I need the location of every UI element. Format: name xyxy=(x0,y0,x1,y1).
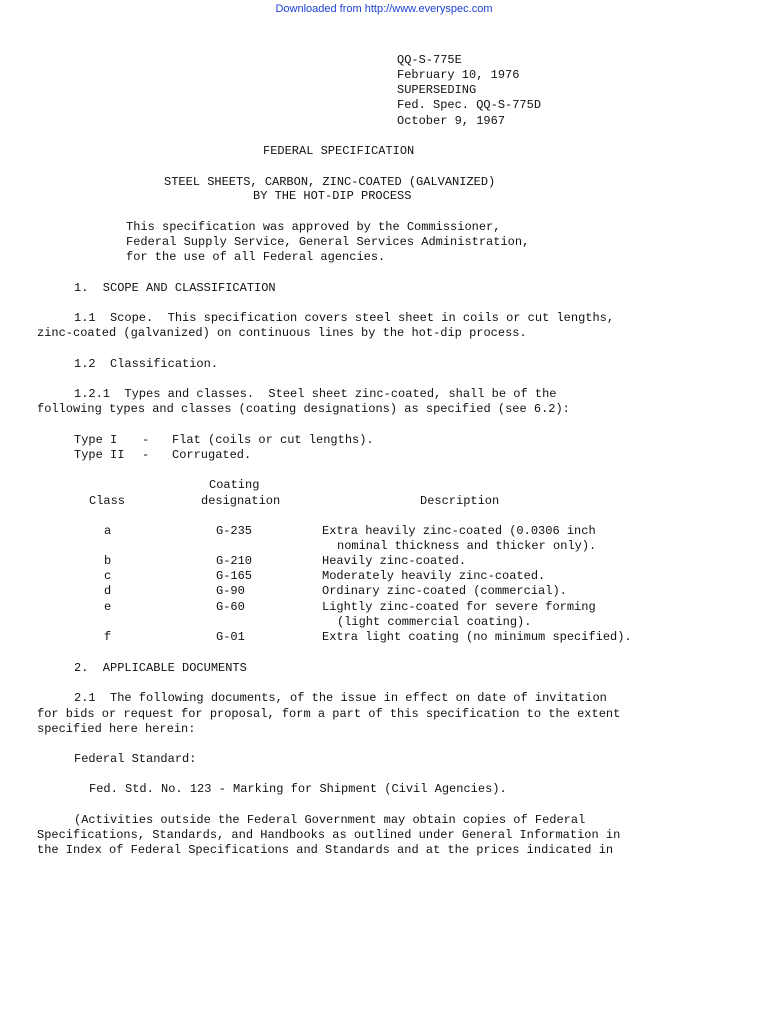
table-cell-coating: G-60 xyxy=(216,600,245,614)
superseding-label: SUPERSEDING xyxy=(397,83,477,97)
table-cell-class: f xyxy=(104,630,112,644)
table-cell-description: Heavily zinc-coated. xyxy=(322,554,467,568)
table-cell-coating: G-90 xyxy=(216,584,245,598)
table-header-description: Description xyxy=(420,494,500,508)
types-paragraph-line1: 1.2.1 Types and classes. Steel sheet zinc-coated, shall be of the xyxy=(74,387,557,401)
spec-title-line1: STEEL SHEETS, CARBON, ZINC-COATED (GALVANIZED) xyxy=(164,175,496,189)
applicable-docs-line1: 2.1 The following documents, of the issue in effect on date of invitation xyxy=(74,691,607,705)
scope-paragraph-line2: zinc-coated (galvanized) on continuous lines by the hot-dip process. xyxy=(37,326,527,340)
table-cell-coating: G-210 xyxy=(216,554,253,568)
approval-line: for the use of all Federal agencies. xyxy=(126,250,386,264)
types-paragraph-line2: following types and classes (coating designations) as specified (see 6.2): xyxy=(37,402,570,416)
download-source-link[interactable]: Downloaded from http://www.everyspec.com xyxy=(275,3,493,15)
activities-note-line1: (Activities outside the Federal Government may obtain copies of Federal xyxy=(74,813,586,827)
table-cell-description: Extra heavily zinc-coated (0.0306 inch xyxy=(322,524,596,538)
type-dash: - xyxy=(142,433,150,447)
table-header-coating: Coating xyxy=(209,478,260,492)
table-cell-class: e xyxy=(104,600,112,614)
table-cell-description-cont: nominal thickness and thicker only). xyxy=(337,539,597,553)
type-dash: - xyxy=(142,448,150,462)
table-cell-description: Ordinary zinc-coated (commercial). xyxy=(322,584,567,598)
activities-note-line2: Specifications, Standards, and Handbooks as outlined under General Information in xyxy=(37,828,621,842)
scope-paragraph-line1: 1.1 Scope. This specification covers steel sheet in coils or cut lengths, xyxy=(74,311,615,325)
table-cell-description: Extra light coating (no minimum specified). xyxy=(322,630,632,644)
spec-kind-title: FEDERAL SPECIFICATION xyxy=(263,144,415,158)
table-cell-description: Moderately heavily zinc-coated. xyxy=(322,569,546,583)
doc-number: QQ-S-775E xyxy=(397,53,462,67)
table-cell-description-cont: (light commercial coating). xyxy=(337,615,532,629)
table-header-designation: designation xyxy=(201,494,281,508)
section-1-heading: 1. SCOPE AND CLASSIFICATION xyxy=(74,281,276,295)
spec-title-line2: BY THE HOT-DIP PROCESS xyxy=(253,189,412,203)
table-cell-class: a xyxy=(104,524,112,538)
type-description: Flat (coils or cut lengths). xyxy=(172,433,374,447)
approval-line: This specification was approved by the Commissioner, xyxy=(126,220,501,234)
superseded-date: October 9, 1967 xyxy=(397,114,506,128)
superseded-spec: Fed. Spec. QQ-S-775D xyxy=(397,98,542,112)
doc-date: February 10, 1976 xyxy=(397,68,520,82)
table-cell-class: c xyxy=(104,569,112,583)
approval-line: Federal Supply Service, General Services Administration, xyxy=(126,235,530,249)
applicable-docs-line3: specified here herein: xyxy=(37,722,196,736)
table-cell-description: Lightly zinc-coated for severe forming xyxy=(322,600,596,614)
type-description: Corrugated. xyxy=(172,448,252,462)
table-cell-coating: G-165 xyxy=(216,569,253,583)
table-cell-class: b xyxy=(104,554,112,568)
type-name: Type I xyxy=(74,433,118,447)
applicable-docs-line2: for bids or request for proposal, form a part of this specification to the extent xyxy=(37,707,621,721)
table-cell-coating: G-235 xyxy=(216,524,253,538)
table-cell-coating: G-01 xyxy=(216,630,245,644)
table-header-class: Class xyxy=(89,494,126,508)
federal-standard-label: Federal Standard: xyxy=(74,752,197,766)
section-2-heading: 2. APPLICABLE DOCUMENTS xyxy=(74,661,247,675)
classification-heading: 1.2 Classification. xyxy=(74,357,219,371)
type-name: Type II xyxy=(74,448,125,462)
fed-std-123-reference: Fed. Std. No. 123 - Marking for Shipment (Civil Agencies). xyxy=(89,782,507,796)
activities-note-line3: the Index of Federal Specifications and Standards and at the prices indicated in xyxy=(37,843,614,857)
table-cell-class: d xyxy=(104,584,112,598)
